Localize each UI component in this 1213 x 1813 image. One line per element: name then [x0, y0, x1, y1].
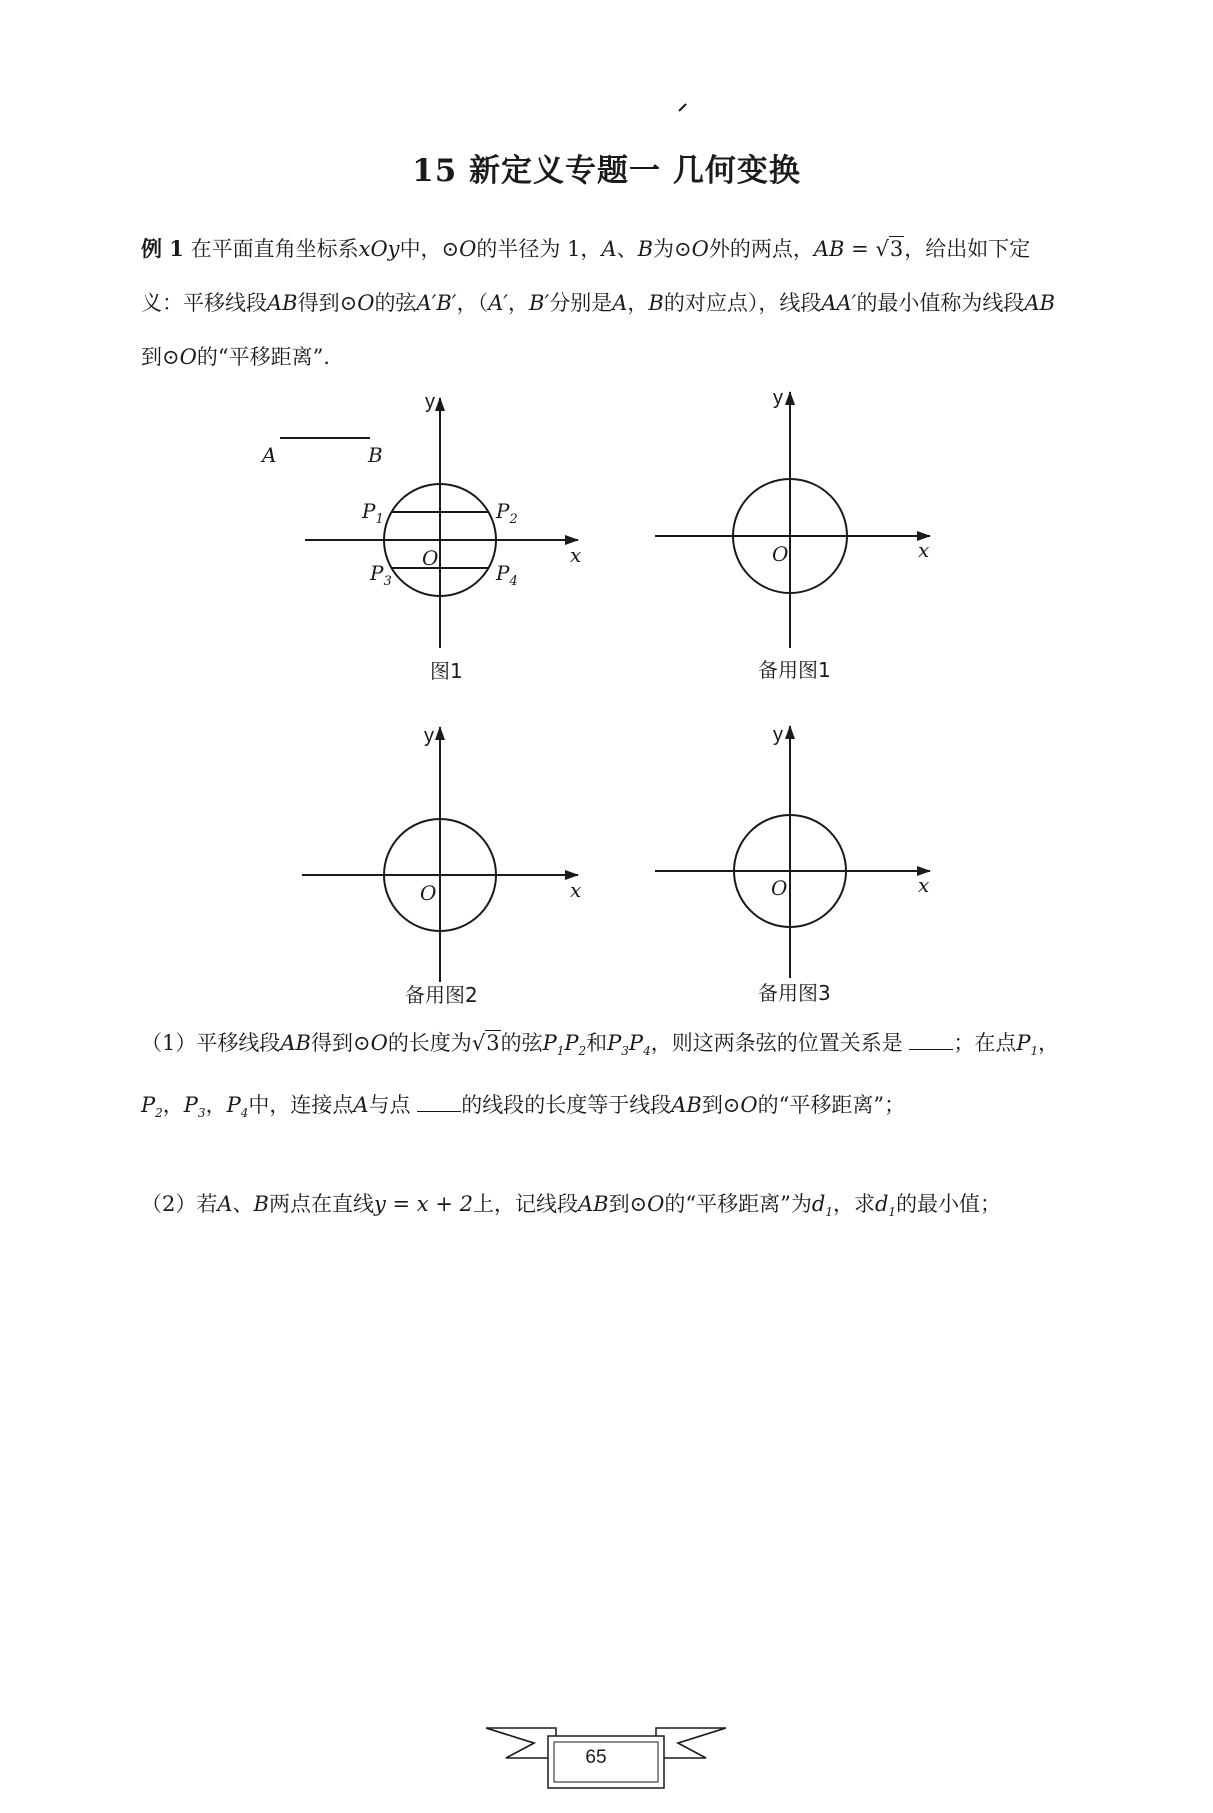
- label-p1: [361, 499, 384, 527]
- sub: 1: [888, 1205, 897, 1220]
- math: O: [459, 237, 477, 261]
- sub: 1: [825, 1205, 833, 1220]
- p: P: [496, 561, 510, 585]
- x-label: x: [918, 873, 930, 897]
- label-b: B: [368, 443, 383, 467]
- text: 到⊙: [141, 345, 180, 369]
- d1: [874, 1192, 897, 1220]
- answer-blank-1[interactable]: [909, 1029, 953, 1050]
- sub: 2: [155, 1106, 163, 1121]
- example-label: 例 1: [141, 236, 184, 261]
- caption-backup-3: 备用图3: [758, 981, 831, 1005]
- text: ，（: [456, 291, 489, 315]
- y-label: y: [773, 387, 783, 409]
- x-label: x: [570, 878, 582, 902]
- sub: 4: [643, 1044, 651, 1059]
- label-p3: [369, 561, 392, 589]
- x-label: x: [918, 538, 930, 562]
- answer-blank-2[interactable]: [417, 1091, 461, 1112]
- caption-backup-1: 备用图1: [758, 658, 831, 682]
- sub: 3: [197, 1106, 206, 1121]
- text: 的最小值；: [896, 1192, 1002, 1216]
- math: A: [217, 1192, 233, 1216]
- math: B: [648, 291, 664, 315]
- math: A: [601, 237, 617, 261]
- origin-label: O: [422, 546, 439, 570]
- text: 上，记线段: [472, 1192, 578, 1216]
- point-p2: [141, 1093, 163, 1121]
- sub: 1: [1030, 1044, 1039, 1059]
- text: 的长度为: [387, 1031, 472, 1055]
- backup-figure-2: [302, 725, 581, 1007]
- p: P: [607, 1031, 622, 1055]
- label-p2: [495, 499, 518, 527]
- text: 的对应点），线段: [663, 291, 822, 315]
- backup-figure-3: [655, 724, 930, 1005]
- text: 为⊙: [653, 237, 692, 261]
- math: A: [353, 1093, 369, 1118]
- text: 在平面直角坐标系: [190, 237, 359, 261]
- chord-p3p4: [607, 1031, 651, 1059]
- text: （2）若: [141, 1192, 218, 1216]
- math: O: [647, 1192, 665, 1216]
- text: ，: [508, 291, 530, 315]
- label-p4: [495, 561, 518, 589]
- sub: 2: [509, 512, 518, 527]
- math: AB: [280, 1031, 311, 1055]
- math: AB: [813, 237, 845, 261]
- text: 与点: [368, 1093, 411, 1118]
- math: 3: [486, 1031, 500, 1055]
- text: 到⊙: [701, 1093, 741, 1118]
- math: B: [637, 237, 654, 261]
- text: 的弦: [374, 291, 417, 315]
- y-label: y: [773, 724, 783, 746]
- label-a: A: [262, 443, 277, 467]
- question-2: [141, 1177, 1066, 1239]
- text: 得到⊙: [297, 291, 358, 315]
- math: B: [253, 1192, 269, 1216]
- point-p1: [1016, 1031, 1039, 1059]
- math: 3: [889, 237, 904, 261]
- math: O: [357, 291, 375, 315]
- d: d: [811, 1192, 826, 1216]
- text: =: [844, 237, 876, 261]
- math: A′: [488, 291, 509, 315]
- math: A′B′: [416, 291, 457, 315]
- math: O: [179, 345, 197, 369]
- point-p3: [183, 1093, 206, 1121]
- math: O: [370, 1031, 388, 1055]
- math: A: [612, 291, 628, 315]
- p: P: [542, 1031, 557, 1055]
- origin-label: O: [771, 876, 788, 900]
- caption-backup-2: 备用图2: [405, 983, 478, 1007]
- text: ，: [1038, 1031, 1060, 1055]
- text: ，: [627, 291, 649, 315]
- d: d: [874, 1192, 889, 1216]
- text: 到⊙: [608, 1192, 648, 1216]
- math: AB: [577, 1192, 609, 1216]
- sub: 1: [556, 1044, 565, 1059]
- math: AB: [1024, 291, 1056, 315]
- text: （1）平移线段: [141, 1031, 281, 1055]
- text: 中，⊙: [399, 237, 460, 261]
- math: y = x + 2: [373, 1192, 473, 1216]
- text: ；在点: [953, 1031, 1017, 1055]
- text: 的“平移距离”.: [196, 345, 330, 369]
- chord-p1p2: [542, 1031, 587, 1059]
- text: 外的两点，: [708, 237, 814, 261]
- page-number: 65: [585, 1747, 607, 1768]
- figure-1: [260, 391, 581, 683]
- text: 中，连接点: [248, 1093, 354, 1118]
- p: P: [628, 1031, 644, 1055]
- math: AB: [267, 291, 298, 315]
- p: P: [226, 1093, 241, 1118]
- math: O: [740, 1093, 758, 1118]
- sub: 4: [240, 1106, 249, 1121]
- math: B′: [529, 291, 550, 315]
- p: P: [496, 499, 510, 523]
- p: P: [362, 499, 376, 523]
- p: P: [1016, 1031, 1031, 1055]
- origin-label: O: [772, 542, 789, 566]
- text: 得到⊙: [310, 1031, 371, 1055]
- sub: 3: [383, 574, 392, 589]
- math: AA′: [821, 291, 857, 315]
- text: ，求: [832, 1192, 875, 1216]
- p: P: [141, 1093, 156, 1118]
- text: 、: [616, 237, 638, 261]
- text: 的“平移距离”为: [664, 1192, 812, 1216]
- text: ，则这两条弦的位置关系是: [650, 1031, 903, 1055]
- point-p4: [226, 1093, 249, 1121]
- text: 的最小值称为线段: [856, 291, 1025, 315]
- x-label: x: [570, 543, 582, 567]
- example-1-text: 例 1 在平面直角坐标系xOy中，⊙O的半径为 1，A、B为⊙O外的两点，AB = √3，给出如下定义：平移线段AB得到⊙O的弦A′B′，（A′，B′分别是A，B的对应点），线段AA′的最小值称为线段AB到⊙O的“平移距离”.: [141, 236, 1056, 369]
- text: 的“平移距离”；: [757, 1093, 906, 1118]
- text: 分别是: [549, 291, 613, 315]
- sub: 1: [375, 512, 384, 527]
- text: 的半径为 1，: [476, 237, 602, 261]
- sub: 2: [578, 1044, 587, 1059]
- y-label: y: [425, 391, 435, 413]
- question-1: （1）平移线段AB得到⊙O的长度为√3的弦$P_1P_2$和$P_3P_4$，则这两条弦的位置关系是 ；在点$P_1$，$P_2$，$P_3$，$P_4$中，连接点A与点 的线段的长度等于线段AB到⊙O的“平移距离”；: [141, 1031, 1060, 1121]
- text: 、: [232, 1192, 254, 1216]
- text: 两点在直线: [268, 1192, 374, 1216]
- text: ，: [162, 1093, 184, 1118]
- p: P: [183, 1093, 198, 1118]
- p: P: [370, 561, 384, 585]
- p: P: [564, 1031, 579, 1055]
- math: O: [691, 237, 709, 261]
- sub: 3: [621, 1044, 629, 1059]
- text: ，: [205, 1093, 227, 1118]
- sub: 4: [509, 574, 518, 589]
- d1: [811, 1192, 833, 1220]
- text: 和: [586, 1031, 608, 1055]
- page-title: 15 新定义专题一 几何变换: [412, 153, 801, 189]
- backup-figure-1: [655, 387, 930, 682]
- text: ，给出如下定义：平移线段: [141, 237, 1031, 315]
- y-label: y: [424, 725, 434, 747]
- math: xOy: [358, 237, 400, 261]
- origin-label: O: [420, 881, 437, 905]
- math: AB: [671, 1093, 702, 1118]
- text: 的线段的长度等于线段: [461, 1093, 672, 1118]
- text: 的弦: [500, 1031, 543, 1055]
- caption-fig1: 图1: [430, 659, 463, 683]
